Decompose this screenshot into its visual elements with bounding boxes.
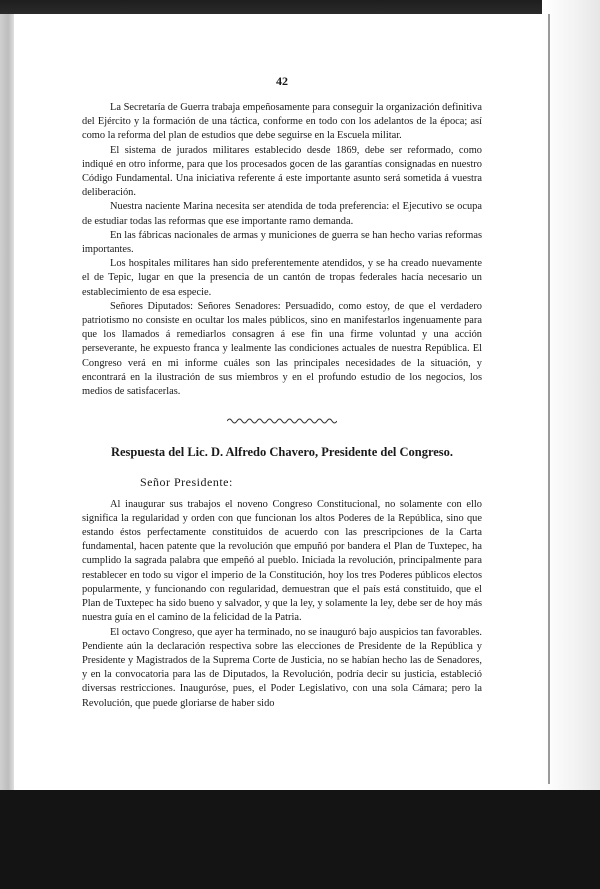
paragraph: El octavo Congreso, que ayer ha terminado, no se inauguró bajo auspicios tan favorables. Pendiente aún la declaración respectiva sobre las elecciones de Presidente de la República y Presidente y Magistrados de la Suprema Corte de Justicia, no se habían hecho las de Senadores, y en la convocatoria para las de Diputados, la Revolución, podría decir su justicia, estableció diversas restricciones. Inauguróse, pues, el Poder Legislativo, con una sola Cámara; pero la Revolución, que puede gloriarse de haber sido — [82, 626, 482, 709]
salutation: Señor Presidente: — [140, 475, 233, 490]
wavy-line-ornament — [227, 417, 337, 425]
ornamental-divider — [82, 417, 482, 425]
paragraph: Al inaugurar sus trabajos el noveno Congreso Constitucional, no solamente con ello significa la regularidad y orden con que funcionan los altos Poderes de la República, sino que estando éstos perfectamente constituidos de acuerdo con las prescripciones de la Carta fundamental, hacen patente que la revolución que empuñó por bandera el Plan de Tuxtepec, ha cumplido la sagrada palabra que empeñó al pueblo. Iniciada la revolución, principalmente para restablecer en todo su vigor el imperio de la Constitución, hoy los tres Poderes públicos electos popularmente, y funcionando con regularidad, demuestran que el país está constituido, que el Plan de Tuxtepec ha sido bueno y salvador, y que la ley, y solamente la ley, debe ser de hoy más nuestra guía en el camino de la felicidad de la Patria. — [82, 498, 482, 624]
scan-left-edge — [0, 0, 14, 889]
paragraph: Señores Diputados: Señores Senadores: Persuadido, como estoy, de que el verdadero patriotismo no consiste en ocultar los males públicos, sino en manifestarlos ingenuamente para que los llamados á remediarlos consagren á ese fin una firme voluntad y una acción perseverante, he expuesto franca y lealmente las condiciones actuales de nuestra República. El Congreso verá en mi informe cuáles son las principales necesidades de la situación, y encontrará en la ilustración de sus miembros y en el profundo estudio de los negocios, los medios de satisfacerlas. — [82, 300, 482, 398]
scan-bottom-edge — [0, 790, 600, 889]
scan-top-edge — [0, 0, 600, 14]
paragraph: El sistema de jurados militares establecido desde 1869, debe ser reformado, como indiqué en otro informe, para que los procesados gocen de las garantías consignadas en nuestro Código Fundamental. Una iniciativa referente á este importante asunto será sometida á vuestra deliberación. — [82, 144, 482, 199]
scan-fold-line — [548, 14, 550, 784]
document-page — [82, 74, 482, 711]
paragraph: La Secretaría de Guerra trabaja empeñosamente para conseguir la organización definitiva del Ejército y la formación de una táctica, conforme en todo con los adelantos de la época; así como la reforma del plan de estudios que debe seguirse en la Escuela militar. — [82, 102, 482, 142]
paragraph: Los hospitales militares han sido preferentemente atendidos, y se ha creado nuevamente el de Tepic, lugar en que la presencia de un cantón de tropas federales hacía necesario un establecimiento de esa especie. — [82, 258, 482, 298]
paragraph: Nuestra naciente Marina necesita ser atendida de toda preferencia: el Ejecutivo se ocupa de estudiar todas las reformas que ese importante ramo demanda. — [82, 201, 482, 227]
scan-right-edge — [542, 0, 600, 889]
section-heading: Respuesta del Lic. D. Alfredo Chavero, Presidente del Congreso. — [110, 445, 454, 460]
page-number: 42 — [276, 74, 288, 88]
paragraph: En las fábricas nacionales de armas y municiones de guerra se han hecho varias reformas importantes. — [82, 229, 482, 256]
